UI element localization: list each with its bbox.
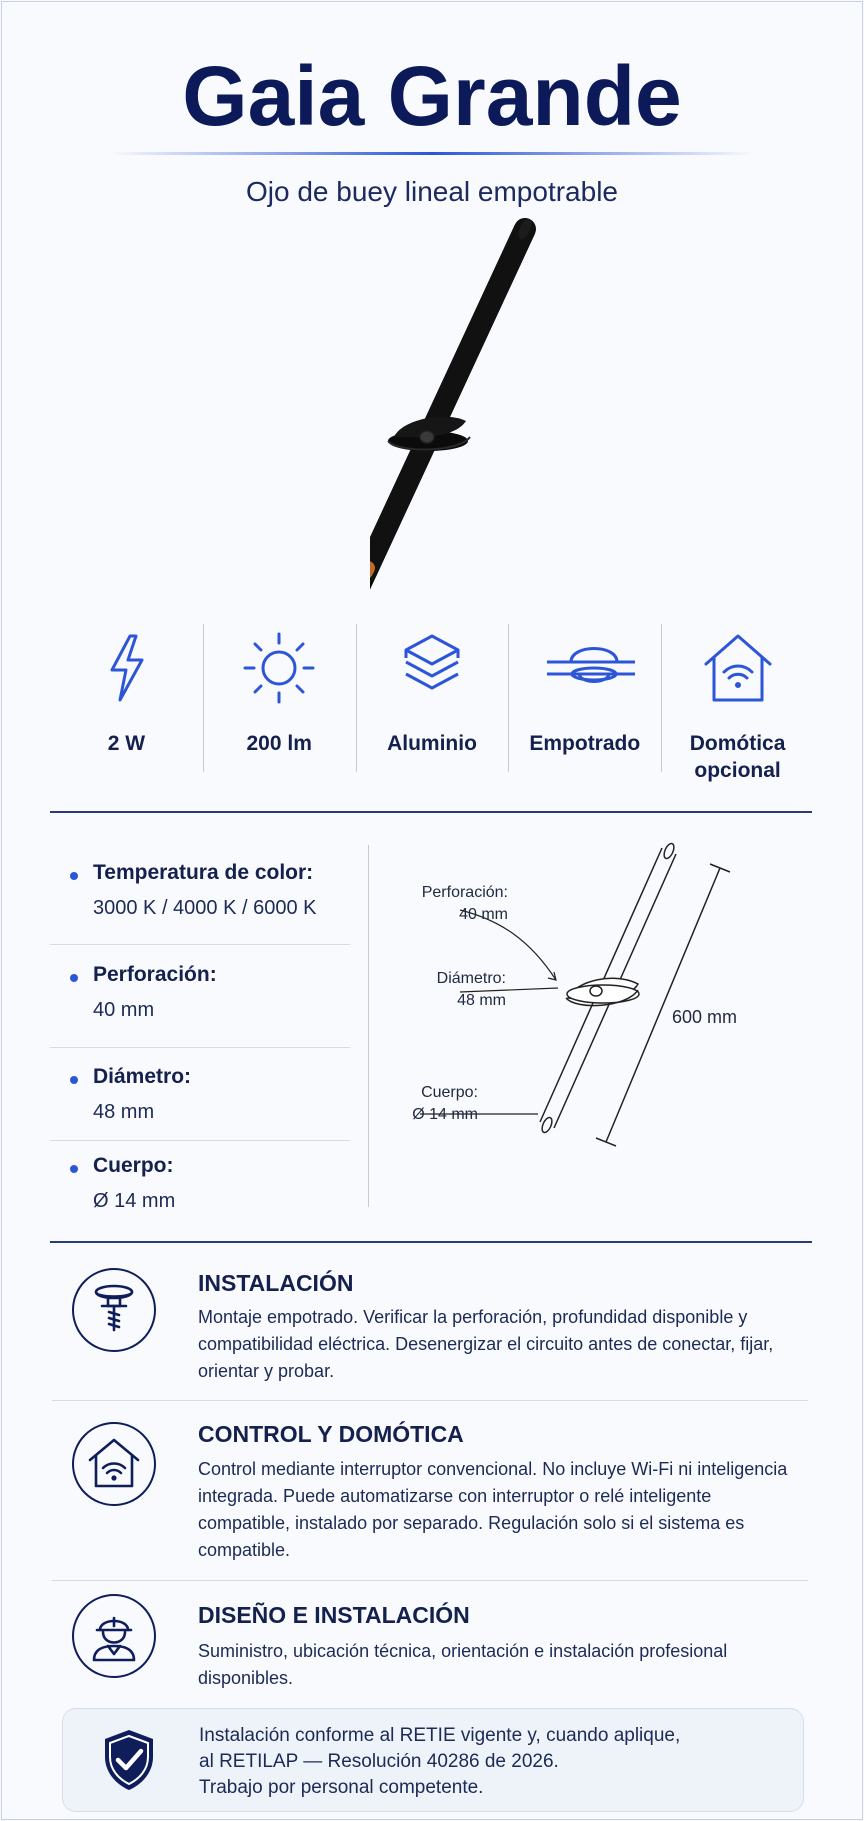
feature-label: 200 lm — [246, 732, 312, 755]
info-control — [60, 1418, 820, 1578]
info-installation — [60, 1266, 820, 1416]
info-title: CONTROL Y DOMÓTICA — [198, 1421, 464, 1447]
diagram-label-key: Diámetro: — [436, 970, 506, 987]
section-divider — [50, 1241, 812, 1243]
spec-value: 40 mm — [93, 999, 155, 1021]
sun-icon — [239, 628, 319, 708]
spec-key: Temperatura de color: — [93, 861, 314, 884]
page-title: Gaia Grande — [182, 49, 682, 143]
spec-key: Cuerpo: — [93, 1154, 174, 1177]
compliance-line: Trabajo por personal competente. — [199, 1777, 484, 1798]
icon-circle — [72, 1422, 156, 1506]
bullet — [70, 1076, 78, 1084]
spec-divider — [50, 1140, 350, 1141]
spec-key: Diámetro: — [93, 1065, 192, 1088]
product-image — [370, 215, 550, 595]
diagram-length-label: 600 mm — [672, 1007, 738, 1027]
feature-power — [50, 620, 203, 780]
shield-check-icon — [101, 1727, 157, 1793]
diagram-label-key: Perforación: — [421, 884, 508, 901]
vertical-divider — [368, 845, 369, 1207]
info-title: INSTALACIÓN — [198, 1270, 354, 1296]
feature-row — [50, 620, 814, 780]
spec-divider — [50, 944, 350, 945]
lightning-icon — [86, 628, 166, 708]
info-text: Control mediante interruptor convencional. No incluye Wi-Fi ni inteligencia integrada. Puede automatizarse con interruptor o relé inteligente compatible, instalado por separado. Regulación solo si el sistema es compatible. — [198, 1459, 788, 1560]
bullet — [70, 1165, 78, 1173]
info-title: DISEÑO E INSTALACIÓN — [198, 1602, 470, 1628]
feature-mounting — [508, 620, 661, 780]
spec-divider — [50, 1047, 350, 1048]
layers-icon — [392, 628, 472, 708]
icon-circle — [72, 1594, 156, 1678]
diagram-label-diametro — [380, 968, 506, 1012]
bullet — [70, 974, 78, 982]
smart-home-wifi-icon — [698, 628, 778, 708]
compliance-line: al RETILAP — Resolución 40286 de 2026. — [199, 1751, 559, 1772]
info-text: Suministro, ubicación técnica, orientación e instalación profesional disponibles. — [198, 1641, 728, 1688]
page-subtitle: Ojo de buey lineal empotrable — [245, 176, 618, 207]
dimension-diagram — [380, 830, 830, 1160]
info-text: Montaje empotrado. Verificar la perforación, profundidad disponible y compatibilidad eléctrica. Desenergizar el circuito antes de conectar, fijar, orientar y probar. — [198, 1307, 774, 1381]
compliance-line: Instalación conforme al RETIE vigente y, cuando aplique, — [199, 1725, 681, 1746]
bullet — [70, 872, 78, 880]
feature-material — [356, 620, 509, 780]
title-underline — [110, 152, 754, 155]
feature-smart — [661, 620, 814, 780]
icon-circle — [72, 1268, 156, 1352]
compliance-note — [62, 1708, 804, 1812]
feature-label: 2 W — [107, 732, 146, 755]
diagram-label-key: Cuerpo: — [421, 1084, 478, 1101]
feature-label: Aluminio — [387, 732, 477, 755]
feature-label: Empotrado — [529, 732, 641, 755]
info-divider — [52, 1400, 808, 1401]
diagram-label-value: 48 mm — [457, 992, 506, 1009]
section-divider — [50, 811, 812, 813]
diagram-label-cuerpo — [380, 1082, 478, 1126]
ceiling-screw-icon — [86, 1282, 142, 1338]
worker-helmet-icon — [86, 1608, 142, 1664]
recessed-fixture-icon — [535, 628, 635, 708]
diagram-label-perforacion — [380, 882, 508, 926]
diagram-label-value: 40 mm — [459, 906, 508, 923]
info-design — [60, 1592, 820, 1702]
home-wifi-icon — [86, 1436, 142, 1492]
info-divider — [52, 1580, 808, 1581]
feature-label: Domótica opcional — [689, 732, 786, 782]
spec-value: 48 mm — [93, 1101, 155, 1123]
compliance-text — [199, 1723, 789, 1801]
spec-value: Ø 14 mm — [93, 1190, 176, 1212]
diagram-label-value: Ø 14 mm — [412, 1106, 478, 1123]
feature-lumens — [203, 620, 356, 780]
spec-key: Perforación: — [93, 963, 217, 986]
spec-value: 3000 K / 4000 K / 6000 K — [93, 897, 317, 919]
